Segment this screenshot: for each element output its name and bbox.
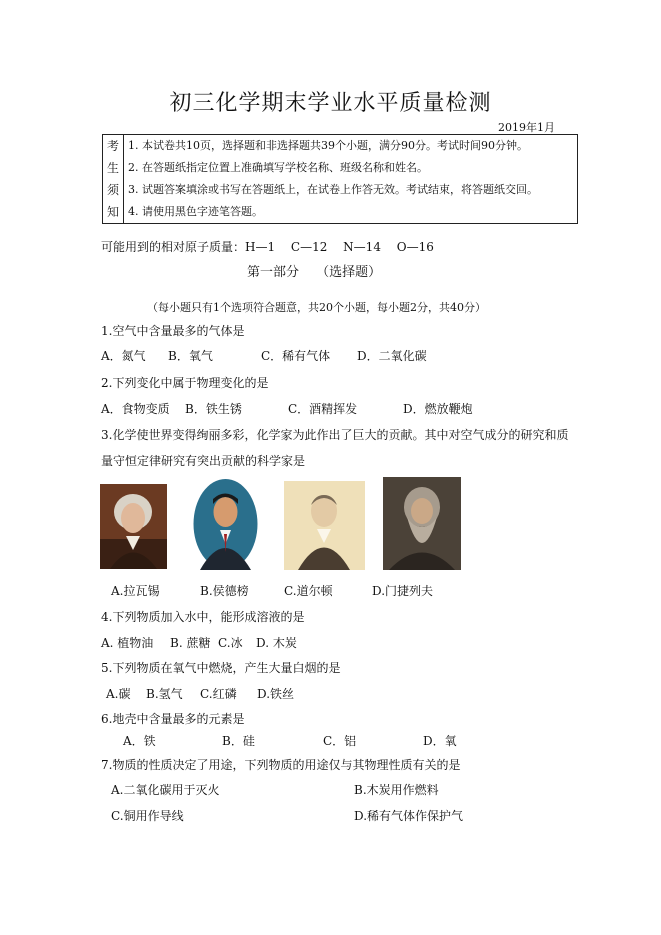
question-7-stem: 7.物质的性质决定了用途，下列物质的用途仅与其物理性质有关的是 [101, 758, 461, 772]
q5-option-a: A.碳 [106, 687, 131, 701]
q1-option-b: B．氧气 [168, 349, 213, 363]
notice-side-char: 考 [106, 139, 119, 153]
q6-option-b: B．硅 [222, 734, 255, 748]
question-3-stem-line2: 量守恒定律研究有突出贡献的科学家是 [101, 454, 306, 468]
atomic-mass-line: 可能用到的相对原子质量：H—1 C—12 N—14 O—16 [101, 240, 434, 254]
q4-option-b: B. 蔗糖 [170, 636, 211, 650]
question-2-stem: 2.下列变化中属于物理变化的是 [101, 376, 269, 390]
q1-option-d: D．二氧化碳 [357, 349, 427, 363]
q2-option-c: C．酒精挥发 [288, 402, 358, 416]
notice-side-char: 生 [106, 161, 119, 175]
hou-debang-portrait [192, 478, 259, 570]
q7-option-b: B.木炭用作燃料 [354, 783, 439, 797]
question-1-stem: 1.空气中含量最多的气体是 [101, 324, 245, 338]
q7-option-d: D.稀有气体作保护气 [354, 809, 464, 823]
notice-item: 3. 试题答案填涂或书写在答题纸上，在试卷上作答无效。考试结束，将答题纸交回。 [128, 183, 538, 196]
q5-option-c: C.红磷 [200, 687, 237, 701]
notice-box [102, 134, 578, 224]
q2-option-b: B．铁生锈 [185, 402, 242, 416]
notice-side-label [103, 135, 124, 224]
q1-option-a: A．氮气 [101, 349, 146, 363]
q5-option-b: B.氢气 [146, 687, 183, 701]
notice-items [124, 135, 578, 224]
mendeleev-portrait [383, 477, 461, 570]
section-instructions: （每小题只有1个选项符合题意，共20个小题，每小题2分，共40分） [147, 301, 486, 314]
q2-option-a: A．食物变质 [101, 402, 170, 416]
question-3-stem-line1: 3.化学使世界变得绚丽多彩，化学家为此作出了巨大的贡献。其中对空气成分的研究和质 [101, 428, 569, 442]
notice-item: 2. 在答题纸指定位置上准确填写学校名称、班级名称和姓名。 [128, 161, 428, 174]
page-title: 初三化学期末学业水平质量检测 [169, 91, 492, 116]
q4-option-c: C.冰 [218, 636, 243, 650]
notice-side-char: 知 [106, 205, 119, 219]
notice-item: 4. 请使用黑色字迹笔答题。 [128, 205, 263, 218]
lavoisier-portrait [100, 484, 167, 569]
q7-option-a: A.二氧化碳用于灭火 [111, 783, 220, 797]
q7-option-c: C.铜用作导线 [111, 809, 184, 823]
question-5-stem: 5.下列物质在氧气中燃烧，产生大量白烟的是 [101, 661, 341, 675]
question-4-stem: 4.下列物质加入水中，能形成溶液的是 [101, 610, 305, 624]
q3-option-d: D.门捷列夫 [372, 584, 434, 598]
section-title: 第一部分 （选择题） [247, 265, 382, 280]
q2-option-d: D．燃放鞭炮 [403, 402, 473, 416]
q4-option-a: A. 植物油 [101, 636, 154, 650]
q3-option-a: A.拉瓦锡 [111, 584, 160, 598]
q1-option-c: C．稀有气体 [261, 349, 331, 363]
notice-side-char: 须 [106, 183, 119, 197]
q6-option-a: A．铁 [123, 734, 156, 748]
question-6-stem: 6.地壳中含量最多的元素是 [101, 712, 245, 726]
notice-item: 1. 本试卷共10页，选择题和非选择题共39个小题，满分90分。考试时间90分钟。 [128, 139, 528, 152]
q4-option-d: D. 木炭 [256, 636, 297, 650]
q3-option-c: C.道尔顿 [284, 584, 333, 598]
dalton-portrait [284, 481, 365, 570]
q6-option-c: C．铝 [323, 734, 357, 748]
q6-option-d: D．氧 [423, 734, 457, 748]
exam-date: 2019年1月 [498, 121, 555, 134]
q3-option-b: B.侯德榜 [200, 584, 249, 598]
q5-option-d: D.铁丝 [257, 687, 295, 701]
